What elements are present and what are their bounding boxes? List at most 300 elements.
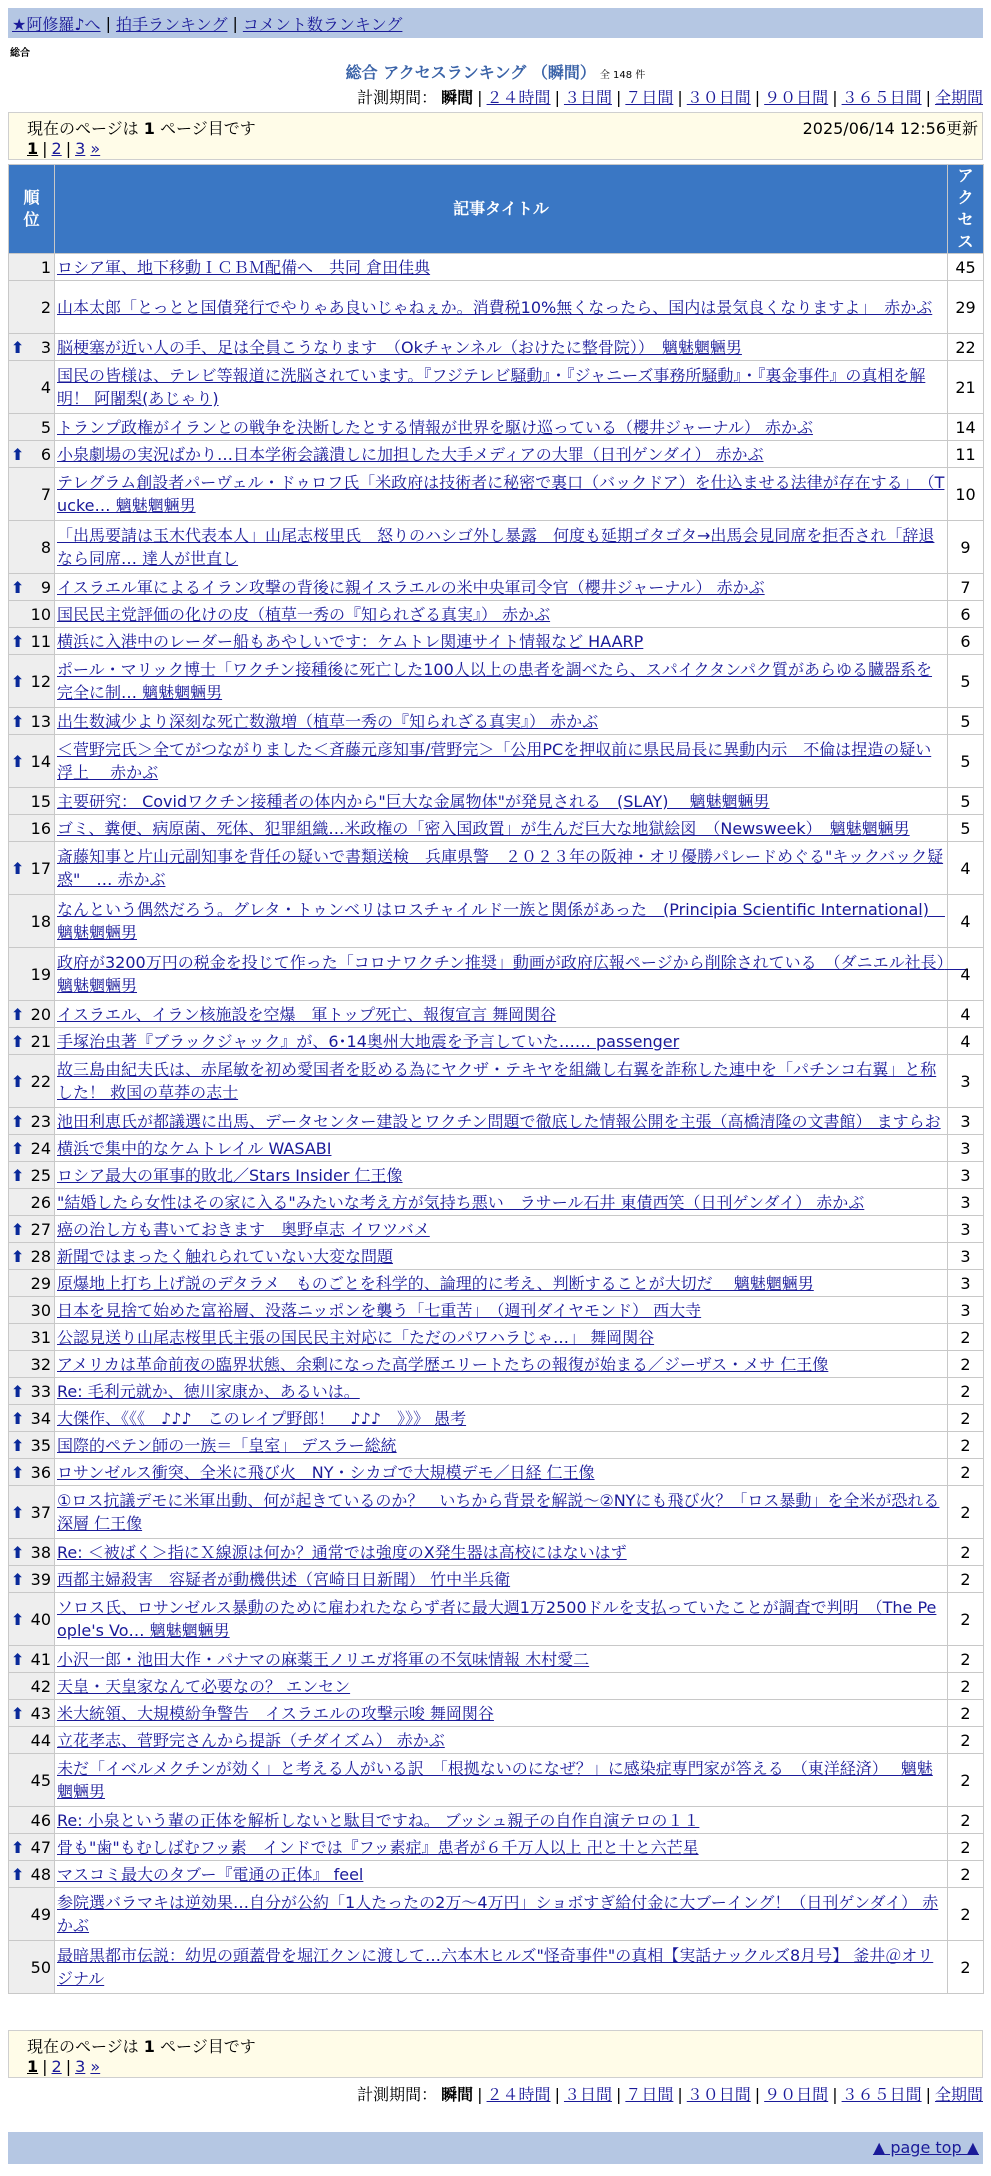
table-row	[9, 948, 984, 1001]
rank-cell	[9, 1351, 55, 1378]
period-link-6[interactable]: 全期間	[934, 88, 983, 107]
title-column-header: 記事タイトル	[55, 165, 948, 254]
period-link-0[interactable]: ２４時間	[486, 88, 551, 107]
up-arrow-icon: ⬆	[11, 444, 25, 464]
title-cell	[55, 788, 948, 815]
title-cell	[55, 815, 948, 842]
access-count: 2	[948, 1646, 984, 1673]
article-link[interactable]: イスラエル軍によるイラン攻撃の背後に親イスラエルの米中央軍司令官（櫻井ジャーナル） 赤かぶ	[57, 577, 765, 597]
period-link-6[interactable]: 全期間	[934, 2085, 983, 2104]
pager-page-link[interactable]: 3	[75, 139, 86, 158]
period-current: 瞬間	[441, 88, 474, 107]
rank-cell	[9, 1593, 55, 1646]
rank-cell	[9, 1566, 55, 1593]
article-link[interactable]: 斎藤知事と片山元副知事を背任の疑いで書類送検 兵庫県警 ２０２３年の阪神・オリ優勝パレードめぐる"キックバック疑惑" … 赤かぶ	[57, 847, 944, 889]
access-count: 2	[948, 1566, 984, 1593]
period-separator: |	[754, 2085, 761, 2104]
article-link[interactable]: ＜菅野完氏＞全てがつながりました＜斉藤元彦知事/菅野完＞「公用PCを押収前に県民局長に異動内示 不倫は捏造の疑い浮上 赤かぶ	[57, 740, 932, 782]
title-cell	[55, 1351, 948, 1378]
period-link-2[interactable]: ７日間	[625, 88, 674, 107]
rank-cell	[9, 1861, 55, 1888]
up-arrow-icon: ⬆	[11, 751, 25, 771]
rank-cell	[9, 254, 55, 281]
page-info-bottom	[8, 2030, 983, 2078]
article-link[interactable]: 未だ「イベルメクチンが効く」と考える人がいる訳 「根拠ないのになぜ？」に感染症専門家が答える （東洋経済） 魑魅魍魎男	[57, 1759, 933, 1801]
access-count: 2	[948, 1539, 984, 1566]
title-cell	[55, 1754, 948, 1807]
title-cell	[55, 895, 948, 948]
table-row	[9, 1432, 984, 1459]
access-count: 2	[948, 1351, 984, 1378]
table-row	[9, 1162, 984, 1189]
table-row	[9, 788, 984, 815]
article-link[interactable]: 国際的ペテン師の一族＝「皇室」 デスラー総統	[57, 1435, 397, 1455]
period-selector-top	[357, 85, 983, 108]
rank-number: 11	[30, 631, 51, 651]
access-count: 4	[948, 895, 984, 948]
article-link[interactable]: 小沢一郎・池田大作・パナマの麻薬王ノリエガ将軍の不気味情報 木村愛二	[57, 1649, 590, 1669]
article-link[interactable]: 立花孝志、菅野完さんから提訴（チダイズム） 赤かぶ	[57, 1730, 445, 1750]
access-count: 2	[948, 1888, 984, 1941]
period-link-2[interactable]: ７日間	[625, 2085, 674, 2104]
rank-cell	[9, 1673, 55, 1700]
table-row	[9, 735, 984, 788]
up-arrow-icon: ⬆	[11, 1609, 25, 1629]
access-count: 3	[948, 1270, 984, 1297]
article-link[interactable]: 公認見送り山尾志桜里氏主張の国民民主対応に「ただのパワハラじゃ…」 舞岡関谷	[57, 1327, 655, 1347]
pager-next-link[interactable]: »	[90, 2057, 101, 2076]
up-arrow-icon: ⬆	[11, 1246, 25, 1266]
article-link[interactable]: 国民の皆様は、テレビ等報道に洗脳されています。『フジテレビ騒動』・『ジャニーズ事務所騒動』・『裏金事件』の真相を解明！ 阿闍梨(あじゃり)	[57, 366, 926, 408]
article-link[interactable]: 手塚治虫著『ブラックジャック』が、6･14奥州大地震を予言していた…… passenger	[57, 1031, 680, 1051]
table-row	[9, 815, 984, 842]
up-arrow-icon: ⬆	[11, 1004, 25, 1024]
rank-cell	[9, 1807, 55, 1834]
article-link[interactable]: 骨も"歯"もむしばむフッ素 インドでは『フッ素症』患者が６千万人以上 卍と十と六芒星	[57, 1837, 699, 1857]
title-cell	[55, 1216, 948, 1243]
table-row	[9, 708, 984, 735]
rank-cell	[9, 1055, 55, 1108]
title-cell	[55, 1486, 948, 1539]
rank-number: 21	[30, 1031, 51, 1051]
table-row	[9, 628, 984, 655]
rank-cell	[9, 895, 55, 948]
rank-number: 38	[30, 1542, 51, 1562]
rank-cell	[9, 281, 55, 334]
rank-number: 2	[40, 297, 51, 317]
rank-cell	[9, 574, 55, 601]
access-count: 2	[948, 1459, 984, 1486]
rank-number: 19	[30, 964, 51, 984]
title-cell	[55, 1861, 948, 1888]
title-cell	[55, 281, 948, 334]
period-link-3[interactable]: ３０日間	[686, 2085, 751, 2104]
access-count: 6	[948, 601, 984, 628]
rank-cell	[9, 468, 55, 521]
table-row	[9, 1754, 984, 1807]
article-link[interactable]: 国民民主党評価の化けの皮（植草一秀の『知られざる真実』） 赤かぶ	[57, 604, 551, 624]
period-link-5[interactable]: ３６５日間	[841, 2085, 922, 2104]
title-cell	[55, 574, 948, 601]
up-arrow-icon: ⬆	[11, 1569, 25, 1589]
title-cell	[55, 1646, 948, 1673]
title-cell	[55, 842, 948, 895]
rank-cell	[9, 1754, 55, 1807]
section-label: 総合	[10, 48, 30, 59]
table-row	[9, 1539, 984, 1566]
up-arrow-icon: ⬆	[11, 671, 25, 691]
article-link[interactable]: 小泉劇場の実況ばかり…日本学術会議潰しに加担した大手メディアの大罪（日刊ゲンダイ） 赤かぶ	[57, 444, 764, 464]
rank-number: 50	[30, 1957, 51, 1977]
up-arrow-icon: ⬆	[11, 577, 25, 597]
table-row	[9, 655, 984, 708]
table-row	[9, 468, 984, 521]
title-cell	[55, 468, 948, 521]
up-arrow-icon: ⬆	[11, 1031, 25, 1051]
rank-number: 18	[30, 911, 51, 931]
pager-current-page: 1	[27, 2057, 39, 2076]
rank-cell	[9, 1486, 55, 1539]
comment-ranking-link[interactable]: コメント数ランキング	[242, 14, 403, 34]
rank-cell	[9, 1324, 55, 1351]
article-link[interactable]: "結婚したら女性はその家に入る"みたいな考え方が気持ち悪い ラサール石井 東債西笑（日刊ゲンダイ） 赤かぶ	[57, 1192, 865, 1212]
article-link[interactable]: ソロス氏、ロサンゼルス暴動のために雇われたならず者に最大週1万2500ドルを支払っていたことが調査で判明 （The People's Vo… 魑魅魍魎男	[57, 1598, 937, 1640]
page-title: 総合 アクセスランキング （瞬間）	[345, 63, 596, 82]
pager-separator: |	[42, 2057, 48, 2076]
period-separator: |	[832, 88, 838, 107]
rank-cell	[9, 521, 55, 574]
access-count: 3	[948, 1243, 984, 1270]
article-link[interactable]: 池田利恵氏が都議選に出馬、データセンター建設とワクチン問題で徹底した情報公開を主張（高橋清隆の文書館） ますらお	[57, 1111, 941, 1131]
rank-number: 31	[30, 1327, 51, 1347]
title-cell	[55, 601, 948, 628]
article-link[interactable]: 米大統領、大規模紛争警告 イスラエルの攻撃示唆 舞岡関谷	[57, 1703, 494, 1723]
title-cell	[55, 735, 948, 788]
access-count: 2	[948, 1673, 984, 1700]
rank-cell	[9, 708, 55, 735]
rank-number: 29	[30, 1273, 51, 1293]
up-arrow-icon: ⬆	[11, 1462, 25, 1482]
title-cell	[55, 1378, 948, 1405]
access-count: 11	[948, 441, 984, 468]
title-cell	[55, 1834, 948, 1861]
title-cell	[55, 1566, 948, 1593]
access-count: 2	[948, 1432, 984, 1459]
access-count: 3	[948, 1135, 984, 1162]
rank-number: 1	[40, 257, 51, 277]
pager-separator: |	[42, 139, 48, 158]
table-row	[9, 1216, 984, 1243]
up-arrow-icon: ⬆	[11, 1542, 25, 1562]
article-link[interactable]: Re: 小泉という輩の正体を解析しないと駄目ですね。 ブッシュ親子の自作自演テロの１１	[57, 1810, 700, 1830]
access-count: 2	[948, 1754, 984, 1807]
table-row	[9, 1405, 984, 1432]
rank-cell	[9, 1941, 55, 1994]
rank-number: 12	[30, 671, 51, 691]
access-count: 5	[948, 655, 984, 708]
article-link[interactable]: 「出馬要請は玉木代表本人」山尾志桜里氏 怒りのハシゴ外し暴露 何度も延期ゴタゴタ→出馬会見同席を拒否され「辞退なら同席… 達人が世直し	[57, 526, 935, 568]
table-row	[9, 842, 984, 895]
rank-cell	[9, 1432, 55, 1459]
up-arrow-icon: ⬆	[11, 337, 25, 357]
article-link[interactable]: 日本を見捨て始めた富裕層、没落ニッポンを襲う「七重苦」 （週刊ダイヤモンド） 西大寺	[57, 1300, 702, 1320]
access-column-header: アクセス	[948, 165, 984, 254]
up-arrow-icon: ⬆	[11, 711, 25, 731]
article-link[interactable]: Re: ＜被ばく＞指にＸ線源は何か？通常では強度のX発生器は高校にはないはず	[57, 1542, 627, 1562]
title-cell	[55, 1297, 948, 1324]
rank-number: 5	[40, 417, 51, 437]
title-cell	[55, 1941, 948, 1994]
rank-number: 20	[30, 1004, 51, 1024]
article-link[interactable]: 故三島由紀夫氏は、赤尾敏を初め愛国者を貶める為にヤクザ・テキヤを組織し右翼を詐称した連中を「パチンコ右翼」と称した！ 救国の草莽の志士	[57, 1060, 937, 1102]
table-row	[9, 254, 984, 281]
clap-ranking-link[interactable]: 拍手ランキング	[115, 14, 228, 34]
table-row	[9, 361, 984, 414]
period-link-1[interactable]: ３日間	[563, 2085, 612, 2104]
rank-cell	[9, 842, 55, 895]
rank-number: 23	[30, 1111, 51, 1131]
period-separator: |	[925, 2085, 931, 2104]
table-row	[9, 1834, 984, 1861]
article-link[interactable]: マスコミ最大のタブー『電通の正体』 feel	[57, 1864, 364, 1884]
article-link[interactable]: 横浜に入港中のレーダー船もあやしいです：ケムトレ関連サイト情報など HAARP	[57, 631, 644, 651]
rank-cell	[9, 1727, 55, 1754]
rank-cell	[9, 1539, 55, 1566]
article-link[interactable]: 政府が3200万円の税金を投じて作った「コロナワクチン推奨」動画が政府広報ページから削除されている （ダニエル社長） 魑魅魍魎男	[57, 953, 966, 995]
article-link[interactable]: 出生数減少より深刻な死亡数激増（植草一秀の『知られざる真実』） 赤かぶ	[57, 711, 599, 731]
access-count: 2	[948, 1593, 984, 1646]
rank-cell	[9, 1834, 55, 1861]
up-arrow-icon: ⬆	[11, 1864, 25, 1884]
article-link[interactable]: なんという偶然だろう。グレタ・トゥンベリはロスチャイルド一族と関係があった (Principia Scientific International) 魑魅魍魎男	[57, 900, 945, 942]
rank-cell	[9, 1888, 55, 1941]
rank-number: 22	[30, 1071, 51, 1091]
article-link[interactable]: ロサンゼルス衝突、全米に飛び火 NY・シカゴで大規模デモ／日経 仁王像	[57, 1462, 595, 1482]
access-count: 3	[948, 1162, 984, 1189]
period-separator: |	[832, 2085, 838, 2104]
article-link[interactable]: テレグラム創設者パーヴェル・ドゥロフ氏「米政府は技術者に秘密で裏口（バックドア）を仕込ませる法律が存在する」 （Tucke… 魑魅魍魎男	[57, 473, 945, 515]
up-arrow-icon: ⬆	[11, 1837, 25, 1857]
access-count: 2	[948, 1405, 984, 1432]
rank-cell	[9, 1646, 55, 1673]
article-link[interactable]: 原爆地上打ち上げ説のデタラメ ものごとを科学的、論理的に考え、判断することが大切だ 魑魅魍魎男	[57, 1273, 814, 1293]
access-count: 14	[948, 414, 984, 441]
title-cell	[55, 1432, 948, 1459]
period-link-4[interactable]: ９０日間	[764, 2085, 829, 2104]
title-cell	[55, 1807, 948, 1834]
rank-cell	[9, 735, 55, 788]
pager-separator: |	[65, 2057, 72, 2076]
rank-cell	[9, 1378, 55, 1405]
rank-number: 25	[30, 1165, 51, 1185]
article-link[interactable]: 山本太郎「とっとと国債発行でやりゃあ良いじゃねぇか。消費税10%無くなったら、国内は景気良くなりますよ」 赤かぶ	[57, 297, 933, 317]
period-link-1[interactable]: ３日間	[563, 88, 612, 107]
rank-cell	[9, 788, 55, 815]
top-nav-bar	[8, 8, 983, 38]
article-link[interactable]: ゴミ、糞便、病原菌、死体、犯罪組織…米政権の「密入国政置」が生んだ巨大な地獄絵図 （Newsweek） 魑魅魍魎男	[57, 818, 910, 838]
article-link[interactable]: Re: 毛利元就か、徳川家康か、あるいは。	[57, 1381, 360, 1401]
table-row	[9, 1941, 984, 1994]
article-link[interactable]: イスラエル、イラン核施設を空爆 軍トップ死亡、報復宣言 舞岡関谷	[57, 1004, 557, 1024]
up-arrow-icon: ⬆	[11, 631, 25, 651]
table-row	[9, 521, 984, 574]
article-link[interactable]: 新聞ではまったく触れられていない大変な問題	[57, 1246, 394, 1266]
period-label: 計測期間：	[357, 88, 438, 107]
title-cell	[55, 948, 966, 1001]
table-row	[9, 1189, 984, 1216]
table-row	[9, 1566, 984, 1593]
title-cell	[55, 1270, 948, 1297]
access-count: 9	[948, 521, 984, 574]
article-link[interactable]: アメリカは革命前夜の臨界状態、余剰になった高学歴エリートたちの報復が始まる／ジーザス・メサ 仁王像	[57, 1354, 829, 1374]
access-count: 3	[948, 1189, 984, 1216]
title-cell	[55, 1324, 948, 1351]
period-label: 計測期間：	[357, 2085, 438, 2104]
period-link-0[interactable]: ２４時間	[486, 2085, 551, 2104]
home-link[interactable]: ★阿修羅♪へ	[12, 14, 101, 34]
article-link[interactable]: 参院選バラマキは逆効果…自分が公約「1人たったの2万～4万円」ショボすぎ給付金に大ブーイング！（日刊ゲンダイ） 赤かぶ	[57, 1893, 939, 1935]
title-cell	[55, 254, 948, 281]
title-cell	[55, 1700, 948, 1727]
table-row	[9, 1001, 984, 1028]
nav-separator: |	[232, 13, 238, 33]
table-row	[9, 1270, 984, 1297]
period-separator: |	[754, 88, 761, 107]
table-row	[9, 1324, 984, 1351]
article-link[interactable]: 横浜で集中的なケムトレイル WASABI	[57, 1138, 332, 1158]
access-count: 4	[948, 948, 984, 1001]
up-arrow-icon: ⬆	[11, 1138, 25, 1158]
table-row	[9, 414, 984, 441]
period-separator: |	[477, 2085, 483, 2104]
period-separator: |	[615, 2085, 622, 2104]
article-link[interactable]: 最暗黒都市伝説：幼児の頭蓋骨を堀江クンに渡して…六本木ヒルズ"怪奇事件"の真相【実話ナックルズ8月号】 釜井＠オリジナル	[57, 1946, 934, 1988]
title-cell	[55, 1189, 948, 1216]
access-count: 29	[948, 281, 984, 334]
page-top-bar	[8, 2132, 983, 2164]
title-cell	[55, 1459, 948, 1486]
title-cell	[55, 1539, 948, 1566]
period-link-3[interactable]: ３０日間	[686, 88, 751, 107]
up-arrow-icon: ⬆	[11, 1219, 25, 1239]
rank-number: 24	[30, 1138, 51, 1158]
rank-number: 14	[30, 751, 51, 771]
access-count: 4	[948, 842, 984, 895]
rank-cell	[9, 1216, 55, 1243]
article-link[interactable]: トランプ政権がイランとの戦争を決断したとする情報が世界を駆け巡っている（櫻井ジャーナル） 赤かぶ	[57, 417, 813, 437]
rank-number: 9	[40, 577, 51, 597]
title-cell	[55, 1405, 948, 1432]
rank-number: 39	[30, 1569, 51, 1589]
rank-number: 47	[30, 1837, 51, 1857]
table-row	[9, 1807, 984, 1834]
rank-number: 10	[30, 604, 51, 624]
title-cell	[55, 1001, 948, 1028]
up-arrow-icon: ⬆	[11, 1165, 25, 1185]
page-top-link[interactable]: ▲ page top ▲	[872, 2138, 979, 2157]
access-count: 2	[948, 1941, 984, 1994]
period-link-5[interactable]: ３６５日間	[841, 88, 922, 107]
table-row	[9, 1593, 984, 1646]
table-header-row	[9, 165, 984, 254]
rank-cell	[9, 655, 55, 708]
rank-cell	[9, 1001, 55, 1028]
title-cell	[55, 1135, 948, 1162]
up-arrow-icon: ⬆	[11, 1381, 25, 1401]
title-cell	[55, 1727, 948, 1754]
rank-cell	[9, 334, 55, 361]
rank-cell	[9, 414, 55, 441]
pager-page-link[interactable]: 2	[51, 139, 62, 158]
article-link[interactable]: 大傑作、《《《 ♪♪♪ このレイプ野郎！ ♪♪♪ 》》》 愚考	[57, 1408, 467, 1428]
period-link-4[interactable]: ９０日間	[764, 88, 829, 107]
rank-number: 15	[30, 791, 51, 811]
title-cell	[55, 655, 948, 708]
rank-number: 16	[30, 818, 51, 838]
rank-number: 34	[30, 1408, 51, 1428]
up-arrow-icon: ⬆	[11, 1703, 25, 1723]
pager-next-link[interactable]: »	[90, 139, 101, 158]
rank-cell	[9, 815, 55, 842]
rank-cell	[9, 441, 55, 468]
rank-number: 46	[30, 1810, 51, 1830]
pager-page-link[interactable]: 3	[75, 2057, 86, 2076]
access-count: 2	[948, 1378, 984, 1405]
pager-page-link[interactable]: 2	[51, 2057, 62, 2076]
access-count: 3	[948, 1216, 984, 1243]
rank-cell	[9, 601, 55, 628]
access-count: 7	[948, 574, 984, 601]
article-link[interactable]: ポール・マリック博士「ワクチン接種後に死亡した100人以上の患者を調べたら、スパイクタンパク質があらゆる臓器系を完全に制… 魑魅魍魎男	[57, 660, 933, 702]
table-row	[9, 1673, 984, 1700]
article-link[interactable]: 脳梗塞が近い人の手、足は全員こうなります （Okチャンネル（おけたに整骨院）） 魑魅魍魎男	[57, 337, 742, 357]
rank-number: 36	[30, 1462, 51, 1482]
article-link[interactable]: ロシア軍、地下移動ＩＣＢＭ配備へ 共同 倉田佳典	[57, 257, 431, 277]
access-count: 2	[948, 1807, 984, 1834]
title-cell	[55, 1108, 948, 1135]
rank-number: 48	[30, 1864, 51, 1884]
article-link[interactable]: ①ロス抗議デモに米軍出動、何が起きているのか？ いちから背景を解説～②NYにも飛び火？「ロス暴動」を全米が恐れる深層 仁王像	[57, 1491, 940, 1533]
pagination-top	[27, 139, 100, 158]
period-separator: |	[554, 2085, 560, 2104]
rank-number: 45	[30, 1770, 51, 1790]
rank-cell	[9, 1700, 55, 1727]
rank-number: 35	[30, 1435, 51, 1455]
table-row	[9, 441, 984, 468]
access-count: 4	[948, 1001, 984, 1028]
article-link[interactable]: 癌の治し方も書いておきます 奥野卓志 イワツバメ	[57, 1219, 430, 1239]
access-count: 5	[948, 708, 984, 735]
rank-number: 13	[30, 711, 51, 731]
rank-number: 4	[40, 377, 51, 397]
rank-number: 6	[40, 444, 51, 464]
table-row	[9, 1243, 984, 1270]
rank-column-header: 順位	[9, 165, 55, 254]
period-separator: |	[554, 88, 560, 107]
rank-number: 3	[40, 337, 51, 357]
article-link[interactable]: 天皇・天皇家なんて必要なの？ エンセン	[57, 1676, 351, 1696]
up-arrow-icon: ⬆	[11, 1111, 25, 1131]
rank-number: 37	[30, 1502, 51, 1522]
article-link[interactable]: ロシア最大の軍事的敗北／Stars Insider 仁王像	[57, 1165, 403, 1185]
rank-number: 26	[30, 1192, 51, 1212]
article-link[interactable]: 主要研究： Covidワクチン接種者の体内から"巨大な金属物体"が発見される (SLAY) 魑魅魍魎男	[57, 791, 770, 811]
article-link[interactable]: 西都主婦殺害 容疑者が動機供述（宮崎日日新聞） 竹中半兵衛	[57, 1569, 511, 1589]
title-cell	[55, 708, 948, 735]
table-row	[9, 1108, 984, 1135]
title-cell	[55, 1888, 948, 1941]
rank-cell	[9, 1270, 55, 1297]
